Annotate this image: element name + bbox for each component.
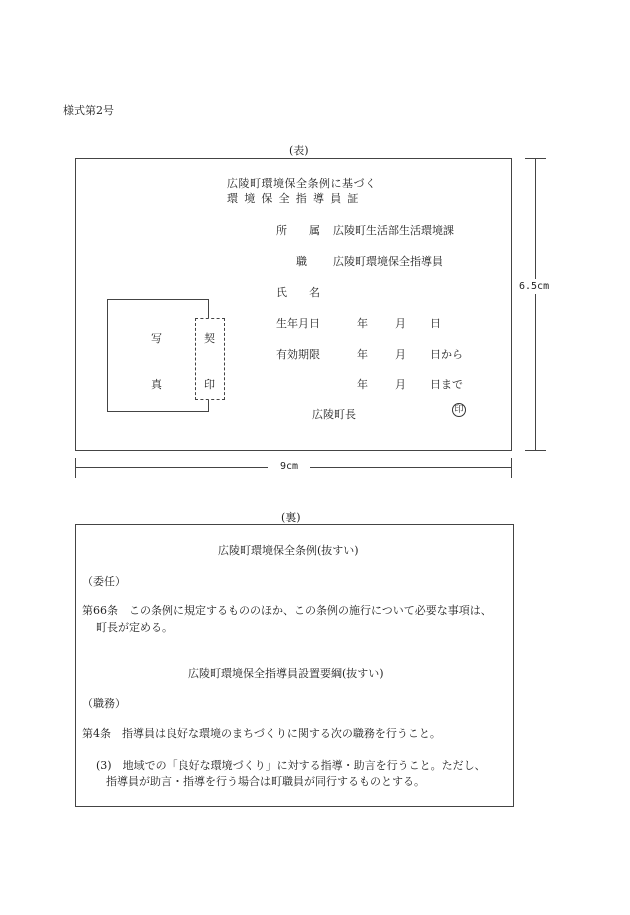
- birth-month-label: 月: [395, 317, 406, 330]
- validity-from-month: 月: [395, 348, 406, 361]
- photo-char-1: 写: [151, 332, 162, 345]
- name-label: 氏 名: [276, 286, 320, 299]
- seal-char-1: 契: [204, 332, 215, 345]
- position-value: 広陵町環境保全指導員: [333, 255, 443, 268]
- width-dimension-label: 9cm: [268, 461, 310, 472]
- photo-char-2: 真: [151, 378, 162, 391]
- photo-frame: [107, 299, 209, 412]
- article66-line2: 町長が定める。: [96, 621, 173, 634]
- seal-stamp-icon: 印: [452, 403, 466, 417]
- validity-from-day: 日から: [430, 348, 463, 361]
- validity-label: 有効期限: [276, 348, 320, 361]
- item3-line1: (3) 地域での「良好な環境づくり」に対する指導・助言を行うこと。ただし、: [96, 759, 486, 772]
- validity-until-month: 月: [395, 378, 406, 391]
- form-number: 様式第2号: [63, 104, 114, 117]
- height-dimension-line: [535, 158, 536, 451]
- seal-char-2: 印: [204, 378, 215, 391]
- affiliation-label: 所 属: [276, 224, 320, 237]
- article66-line1: 第66条 この条例に規定するもののほか、この条例の施行について必要な事項は、: [82, 604, 492, 617]
- back-side-heading: (裏): [281, 511, 301, 524]
- width-dimension-cap-right: [511, 458, 512, 478]
- birth-year-label: 年: [357, 317, 368, 330]
- height-dimension-cap-bottom: [525, 450, 546, 451]
- height-dimension-label: 6.5cm: [519, 281, 550, 292]
- validity-from-year: 年: [357, 348, 368, 361]
- birthdate-label: 生年月日: [276, 317, 320, 330]
- duties-heading: （職務）: [82, 697, 126, 710]
- position-label: 職: [296, 255, 307, 268]
- issuer-label: 広陵町長: [312, 408, 356, 421]
- article4-text: 第4条 指導員は良好な環境のまちづくりに関する次の職務を行うこと。: [82, 727, 441, 740]
- card-title-line2: 環境保全指導員証: [227, 192, 365, 205]
- width-dimension-cap-left: [75, 458, 76, 478]
- affiliation-value: 広陵町生活部生活環境課: [333, 224, 454, 237]
- birth-day-label: 日: [430, 317, 441, 330]
- guideline-title: 広陵町環境保全指導員設置要綱(抜すい): [188, 667, 384, 680]
- delegation-heading: （委任）: [82, 575, 126, 588]
- ordinance-title: 広陵町環境保全条例(抜すい): [218, 544, 359, 557]
- validity-until-year: 年: [357, 378, 368, 391]
- card-title-line1: 広陵町環境保全条例に基づく: [227, 177, 377, 190]
- height-dimension-cap-top: [525, 158, 546, 159]
- item3-line2: 指導員が助言・指導を行う場合は町職員が同行するものとする。: [106, 775, 425, 788]
- validity-until-day: 日まで: [430, 378, 463, 391]
- front-side-heading: (表): [289, 144, 309, 157]
